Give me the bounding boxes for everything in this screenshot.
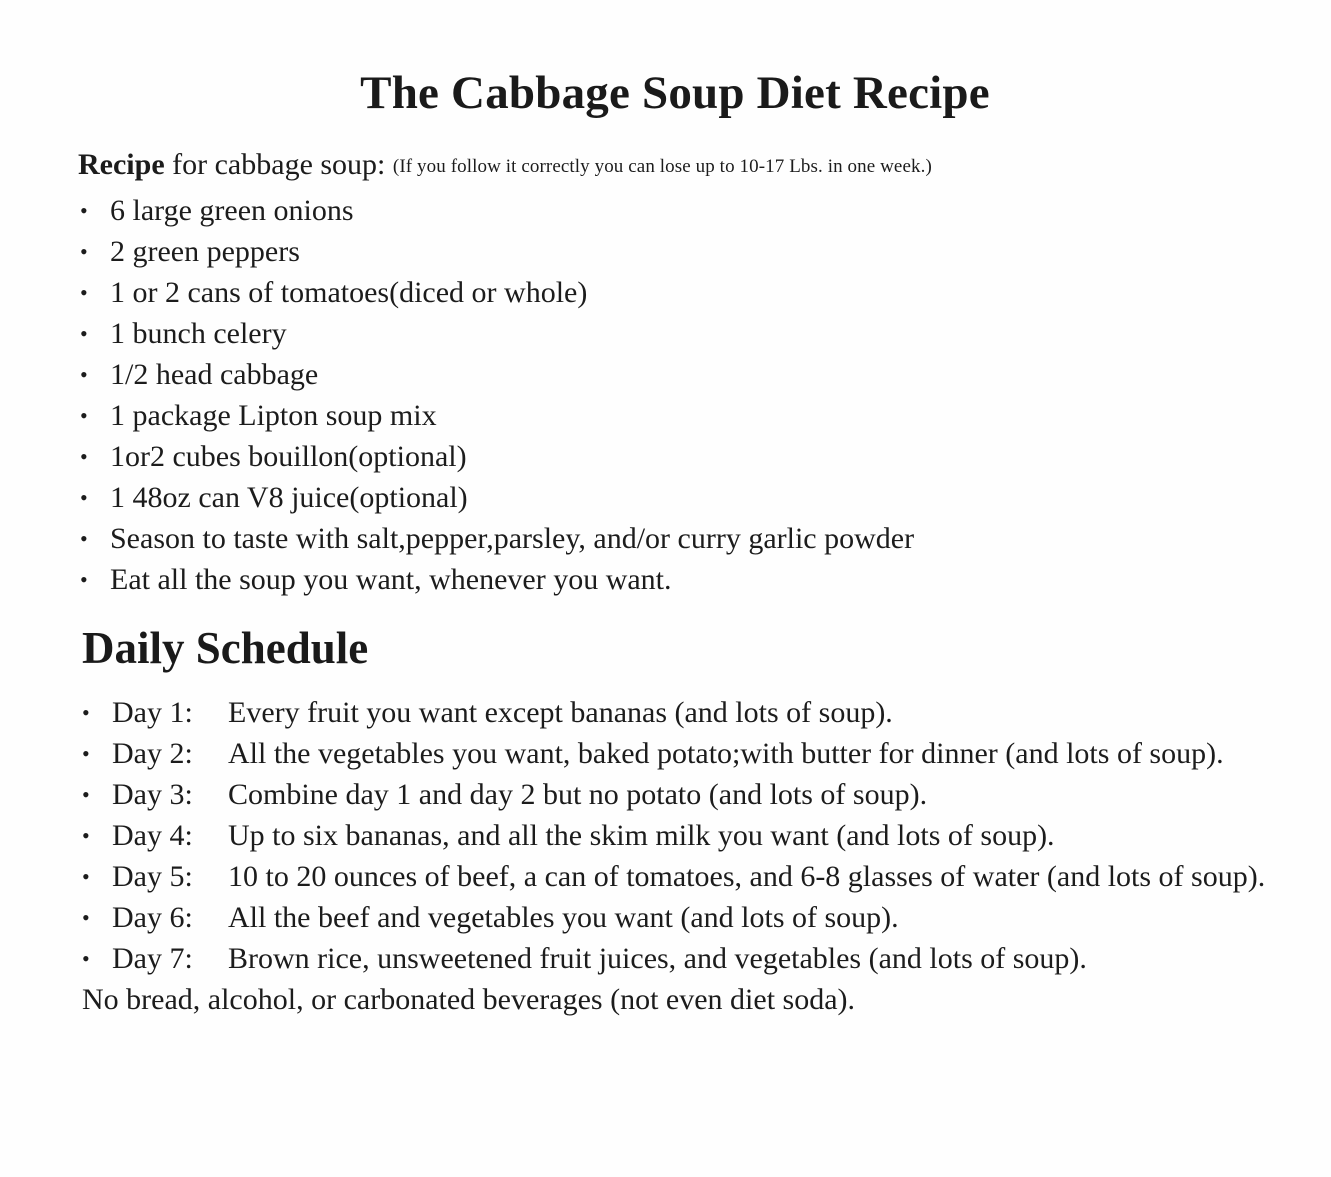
day-text: 10 to 20 ounces of beef, a can of tomatoes, and 6-8 glasses of water (and lots of soup). xyxy=(228,860,1266,893)
ingredient-text: 1 48oz can V8 juice(optional) xyxy=(110,481,468,514)
ingredient-text: Season to taste with salt,pepper,parsley, and/or curry garlic powder xyxy=(110,522,915,555)
ingredient-item xyxy=(80,190,914,231)
ingredient-item xyxy=(80,436,914,477)
bullet-icon: • xyxy=(82,905,90,930)
closing-note: No bread, alcohol, or carbonated beverages (not even diet soda). xyxy=(82,983,856,1016)
day-text: Up to six bananas, and all the skim milk you want (and lots of soup). xyxy=(228,819,1055,852)
ingredient-item xyxy=(80,559,914,600)
page-title: The Cabbage Soup Diet Recipe xyxy=(360,67,990,119)
schedule-entry xyxy=(82,856,1272,897)
intro-lead-bold: Recipe xyxy=(78,148,165,181)
day-label: Day 7: xyxy=(112,942,193,975)
ingredient-item xyxy=(80,272,914,313)
ingredient-list xyxy=(80,190,914,600)
schedule-entry xyxy=(82,733,1272,774)
bullet-icon: • xyxy=(82,700,90,725)
ingredient-item xyxy=(80,354,914,395)
bullet-icon: • xyxy=(80,567,88,592)
bullet-icon: • xyxy=(82,741,90,766)
day-text: Every fruit you want except bananas (and lots of soup). xyxy=(228,696,893,729)
intro-note: (If you follow it correctly you can lose up to 10-17 Lbs. in one week.) xyxy=(392,156,932,177)
ingredient-text: Eat all the soup you want, whenever you want. xyxy=(110,563,672,596)
bullet-icon: • xyxy=(80,444,88,469)
bullet-icon: • xyxy=(80,362,88,387)
intro-lead-text: for cabbage soup: xyxy=(164,148,393,181)
schedule-entry xyxy=(82,897,1272,938)
day-label: Day 6: xyxy=(112,901,193,934)
bullet-icon: • xyxy=(82,823,90,848)
day-text: All the beef and vegetables you want (and lots of soup). xyxy=(228,901,899,934)
bullet-icon: • xyxy=(82,864,90,889)
day-label: Day 2: xyxy=(112,737,193,770)
ingredient-item xyxy=(80,477,914,518)
day-label: Day 1: xyxy=(112,696,193,729)
day-text: All the vegetables you want, baked potato;with butter for dinner (and lots of soup). xyxy=(228,737,1224,770)
ingredient-item xyxy=(80,313,914,354)
recipe-intro xyxy=(78,148,932,182)
day-label: Day 5: xyxy=(112,860,193,893)
bullet-icon: • xyxy=(80,198,88,223)
bullet-icon: • xyxy=(80,321,88,346)
ingredient-text: 1 package Lipton soup mix xyxy=(110,399,437,432)
ingredient-text: 2 green peppers xyxy=(110,235,300,268)
schedule-heading: Daily Schedule xyxy=(82,623,369,673)
ingredient-item xyxy=(80,231,914,272)
ingredient-text: 1or2 cubes bouillon(optional) xyxy=(110,440,467,473)
day-text: Combine day 1 and day 2 but no potato (and lots of soup). xyxy=(228,778,928,811)
bullet-icon: • xyxy=(82,782,90,807)
bullet-icon: • xyxy=(80,239,88,264)
schedule-entry xyxy=(82,692,1272,733)
schedule-entry xyxy=(82,774,1272,815)
day-label: Day 3: xyxy=(112,778,193,811)
ingredient-item xyxy=(80,518,914,559)
bullet-icon: • xyxy=(80,526,88,551)
schedule-entry xyxy=(82,938,1272,979)
daily-schedule xyxy=(82,692,1272,1020)
ingredient-text: 1/2 head cabbage xyxy=(110,358,319,391)
bullet-icon: • xyxy=(82,946,90,971)
ingredient-item xyxy=(80,395,914,436)
bullet-icon: • xyxy=(80,485,88,510)
bullet-icon: • xyxy=(80,403,88,428)
ingredient-text: 6 large green onions xyxy=(110,194,354,227)
day-label: Day 4: xyxy=(112,819,193,852)
bullet-icon: • xyxy=(80,280,88,305)
schedule-entry xyxy=(82,815,1272,856)
day-text: Brown rice, unsweetened fruit juices, and vegetables (and lots of soup). xyxy=(228,942,1087,975)
ingredient-text: 1 bunch celery xyxy=(110,317,287,350)
ingredient-text: 1 or 2 cans of tomatoes(diced or whole) xyxy=(110,276,588,309)
